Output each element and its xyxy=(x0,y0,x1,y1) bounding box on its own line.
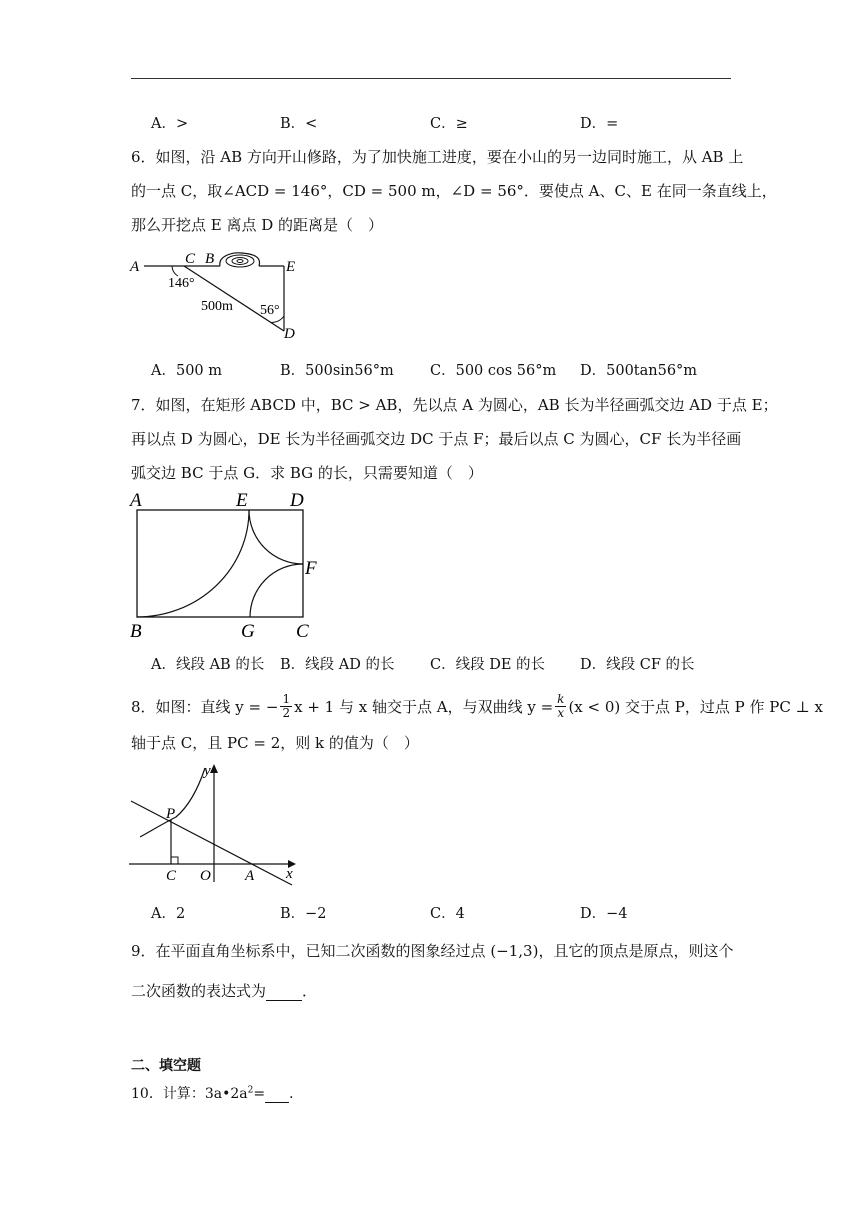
q8-label-o: O xyxy=(200,868,211,884)
q6-length-cd-label: 500m xyxy=(201,299,233,314)
q6-figure xyxy=(128,248,308,343)
header-rule xyxy=(131,78,731,79)
q7-option-c: C．线段 DE 的长 xyxy=(430,657,546,673)
q6-line-2: 的一点 C，取∠ACD = 146°，CD = 500 m，∠D = 56°．要使点 A、C、E 在同一条直线上， xyxy=(131,182,777,200)
q8-right-angle-mark xyxy=(171,857,178,864)
q7-line-1: 7．如图，在矩形 ABCD 中，BC > AB，先以点 A 为圆心，AB 长为半径画弧交边 AD 于点 E； xyxy=(131,396,778,414)
q8-label-x: x xyxy=(286,866,293,882)
q6-angle-c-arc xyxy=(172,266,178,276)
section-2-title: 二、填空题 xyxy=(131,1058,201,1074)
q6-angle-d-label: 56° xyxy=(260,303,280,318)
q7-arc-ef xyxy=(249,510,303,564)
q6-label-d: D xyxy=(284,326,295,342)
q6-option-b: B．500sin56°m xyxy=(280,363,394,379)
q5-option-d: D．= xyxy=(580,116,619,132)
q6-option-c: C．500 cos 56°m xyxy=(430,363,557,379)
q7-option-b: B．线段 AD 的长 xyxy=(280,657,395,673)
q8-fraction-half xyxy=(280,693,292,720)
question-10 xyxy=(131,1083,303,1103)
q10-text-a: 10．计算：3a•2a xyxy=(131,1086,248,1102)
q8-line-1-a: 8．如图：直线 y = − xyxy=(131,698,279,716)
q6-line-3: 那么开挖点 E 离点 D 的距离是（ ） xyxy=(131,216,384,234)
q8-option-c: C．4 xyxy=(430,906,465,922)
q8-line-1-b: x + 1 与 x 轴交于点 A，与双曲线 y = xyxy=(294,698,554,716)
q5-option-c: C．≥ xyxy=(430,116,468,132)
q8-label-c: C xyxy=(166,868,177,884)
q8-frac1-den: 2 xyxy=(282,706,291,720)
q6-angle-c-label: 146° xyxy=(168,276,195,291)
q10-text-b: = xyxy=(253,1086,266,1102)
q9-line-2-a: 二次函数的表达式为 xyxy=(131,982,267,1000)
q7-label-g: G xyxy=(241,621,255,642)
q10-text-c: ． xyxy=(289,1086,304,1102)
q8-option-b: B．−2 xyxy=(280,906,327,922)
q8-label-p: P xyxy=(166,806,176,822)
q10-answer-blank xyxy=(265,1086,289,1103)
q7-arc-be xyxy=(137,510,249,617)
q7-label-a: A xyxy=(130,490,142,511)
q7-label-e: E xyxy=(236,490,248,511)
q6-label-b: B xyxy=(205,251,215,267)
q8-fraction-kx xyxy=(555,693,566,720)
q8-line-1-c: (x < 0) 交于点 P，过点 P 作 PC ⊥ x xyxy=(568,698,823,716)
q7-line-2: 再以点 D 为圆心，DE 长为半径画弧交边 DC 于点 F；最后以点 C 为圆心，CF 长为半径画 xyxy=(131,430,742,448)
q8-line-graph xyxy=(131,801,292,885)
q8-hyperbola xyxy=(140,768,205,837)
q6-option-a: A．500 m xyxy=(151,363,223,379)
q8-y-arrow-icon xyxy=(210,764,218,773)
q8-option-a: A．2 xyxy=(151,906,186,922)
q8-option-d: D．−4 xyxy=(580,906,628,922)
q6-option-d: D．500tan56°m xyxy=(580,363,698,379)
q6-label-e: E xyxy=(286,259,296,275)
q8-line-1 xyxy=(131,693,823,720)
q9-answer-blank xyxy=(266,982,302,1001)
q7-label-b: B xyxy=(130,621,142,642)
q7-label-c: C xyxy=(296,621,309,642)
q8-frac2-num: k xyxy=(557,692,565,706)
q6-label-a: A xyxy=(130,259,140,275)
q7-rectangle xyxy=(137,510,303,617)
q5-option-a: A．> xyxy=(151,116,189,132)
q8-label-a: A xyxy=(245,868,255,884)
q7-option-a: A．线段 AB 的长 xyxy=(151,657,265,673)
q7-line-3: 弧交边 BC 于点 G．求 BG 的长，只需要知道（ ） xyxy=(131,464,483,482)
q9-line-2-b: ． xyxy=(302,982,318,1000)
q6-label-c: C xyxy=(185,251,196,267)
q7-label-d: D xyxy=(290,490,304,511)
q9-line-2 xyxy=(131,980,317,1001)
q8-line-2: 轴于点 C，且 PC = 2，则 k 的值为（ ） xyxy=(131,734,419,752)
q6-line-1: 6．如图，沿 AB 方向开山修路，为了加快施工进度，要在小山的另一边同时施工，从 AB 上 xyxy=(131,148,744,166)
q6-line-cd xyxy=(184,266,284,331)
q5-option-b: B．< xyxy=(280,116,318,132)
mountain-icon xyxy=(220,253,260,267)
q8-frac1-num: 1 xyxy=(282,692,291,706)
q8-figure xyxy=(126,758,306,888)
q7-label-f: F xyxy=(305,558,317,579)
q9-line-1: 9．在平面直角坐标系中，已知二次函数的图象经过点 (−1,3)，且它的顶点是原点，则这个 xyxy=(131,942,734,960)
q8-label-y: y xyxy=(204,763,211,779)
q10-exponent: 2 xyxy=(247,1085,254,1096)
q7-arc-fg xyxy=(250,564,303,617)
q8-frac2-den: x xyxy=(557,706,565,720)
q7-option-d: D．线段 CF 的长 xyxy=(580,657,695,673)
q7-figure xyxy=(126,488,326,643)
